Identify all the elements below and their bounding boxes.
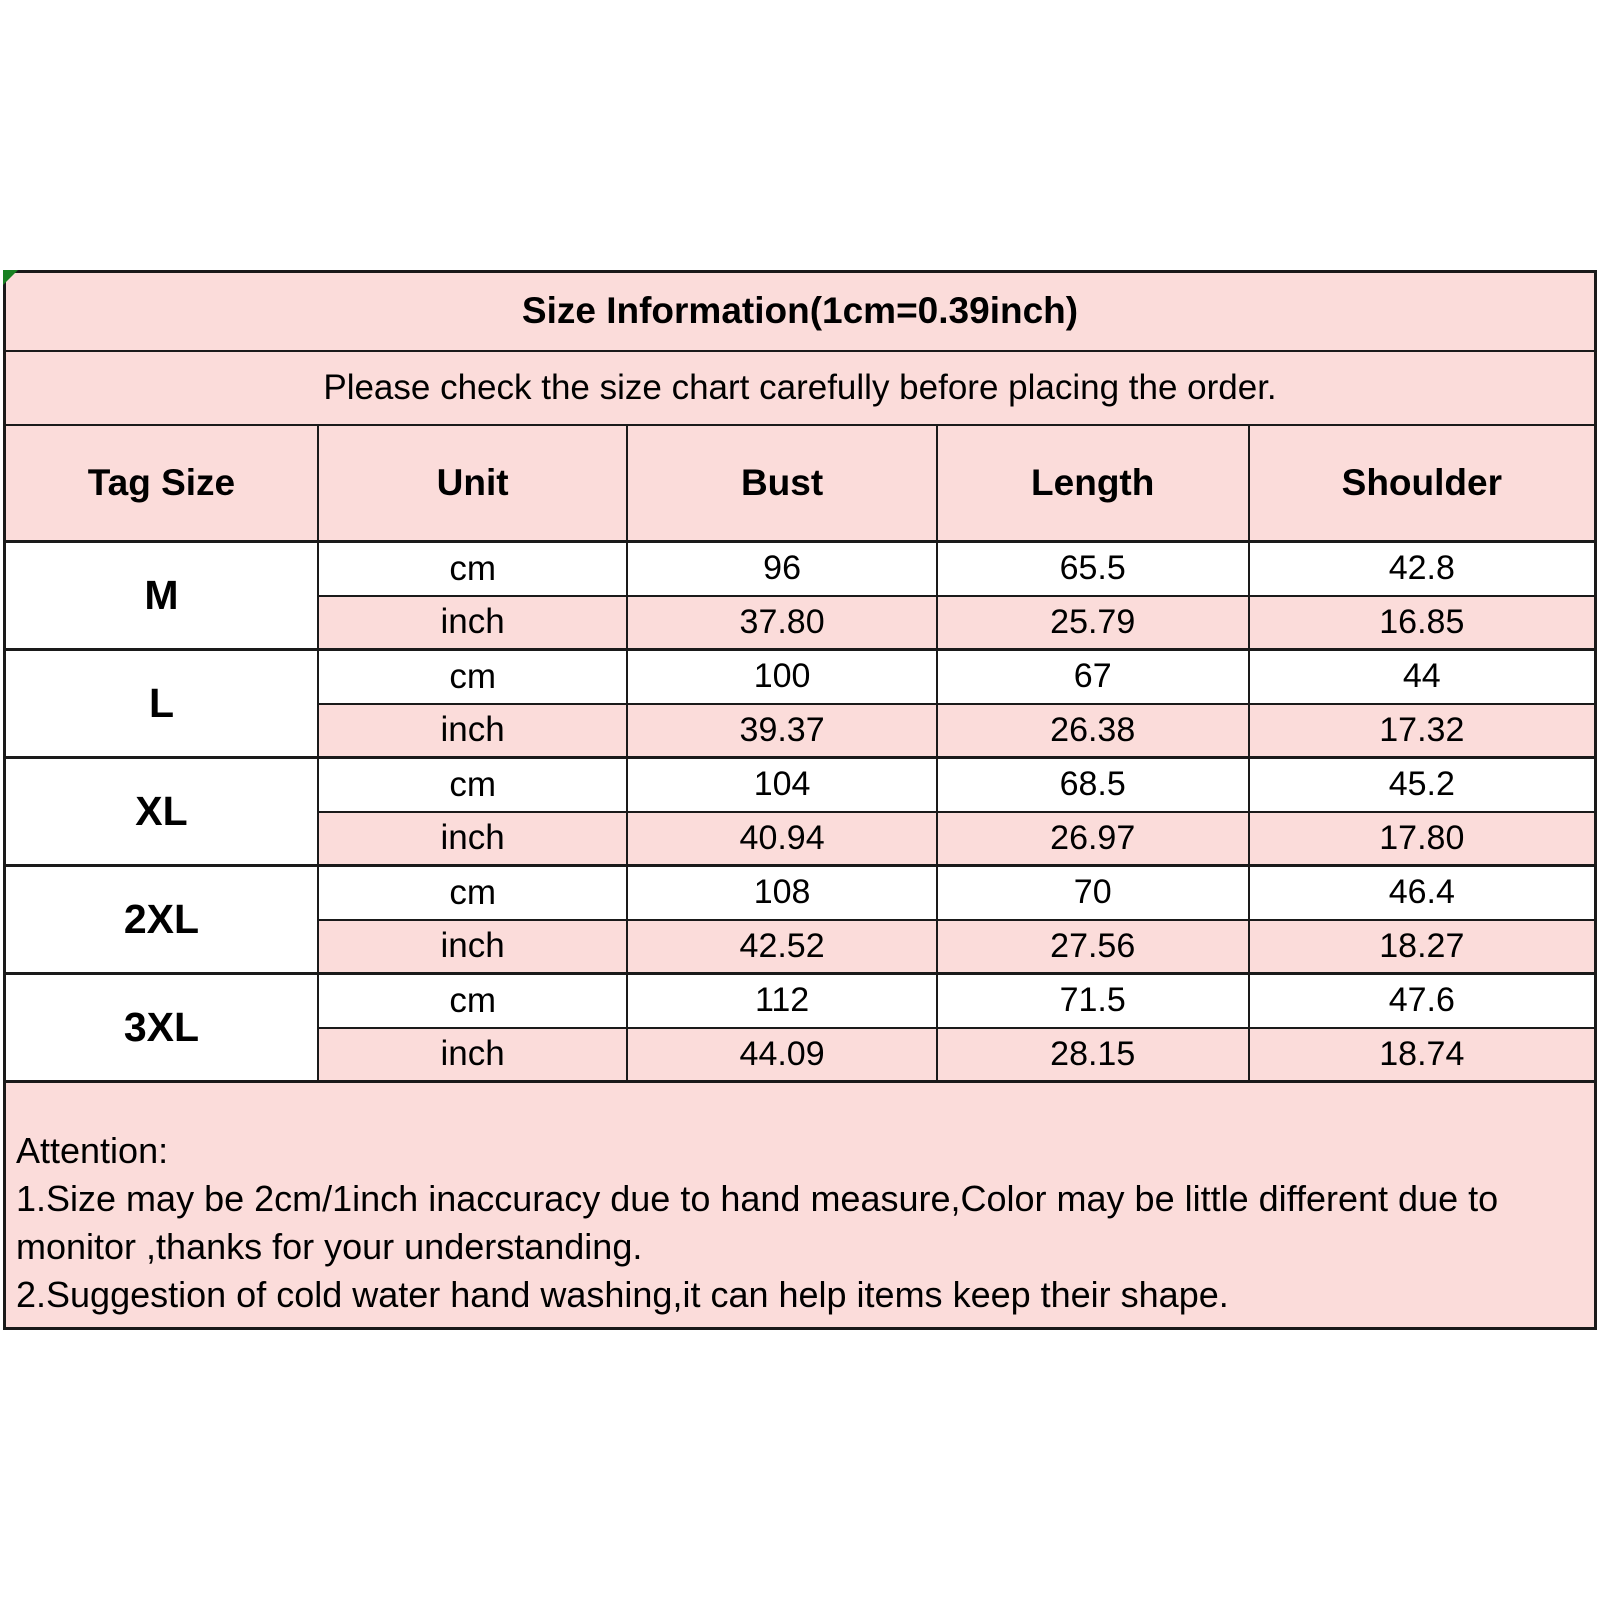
header-row	[5, 425, 1596, 542]
col-header-length: Length	[937, 425, 1249, 542]
attention-note-2: 2.Suggestion of cold water hand washing,it can help items keep their shape.	[16, 1274, 1229, 1315]
title-row	[5, 272, 1596, 351]
length-inch-value: 25.79	[937, 596, 1249, 650]
size-label-m: M	[5, 542, 318, 650]
attention-heading: Attention:	[16, 1130, 169, 1171]
bust-inch-value: 40.94	[627, 812, 936, 866]
attention-row	[5, 1082, 1596, 1329]
shoulder-cm-value: 44	[1249, 650, 1596, 704]
table-row	[5, 650, 1596, 704]
page-title: Size Information(1cm=0.39inch)	[5, 272, 1596, 351]
shoulder-cm-value: 42.8	[1249, 542, 1596, 596]
bust-cm-value: 96	[627, 542, 936, 596]
col-header-unit: Unit	[318, 425, 627, 542]
unit-cell: cm	[318, 650, 627, 704]
unit-cell: cm	[318, 758, 627, 812]
length-cm-value: 71.5	[937, 974, 1249, 1028]
shoulder-cm-value: 45.2	[1249, 758, 1596, 812]
shoulder-inch-value: 16.85	[1249, 596, 1596, 650]
shoulder-inch-value: 18.27	[1249, 920, 1596, 974]
unit-cell: inch	[318, 920, 627, 974]
shoulder-cm-value: 47.6	[1249, 974, 1596, 1028]
unit-cell: inch	[318, 704, 627, 758]
attention-note-1-cont: monitor ,thanks for your understanding.	[16, 1226, 643, 1267]
bust-cm-value: 108	[627, 866, 936, 920]
size-chart	[3, 270, 1597, 1330]
size-label-l: L	[5, 650, 318, 758]
length-cm-value: 68.5	[937, 758, 1249, 812]
bust-inch-value: 39.37	[627, 704, 936, 758]
shoulder-inch-value: 17.80	[1249, 812, 1596, 866]
size-label-3xl: 3XL	[5, 974, 318, 1082]
unit-cell: cm	[318, 974, 627, 1028]
page-subtitle: Please check the size chart carefully before placing the order.	[5, 351, 1596, 425]
table-row	[5, 974, 1596, 1028]
table-row	[5, 866, 1596, 920]
length-cm-value: 67	[937, 650, 1249, 704]
unit-cell: inch	[318, 596, 627, 650]
shoulder-cm-value: 46.4	[1249, 866, 1596, 920]
size-table	[3, 270, 1597, 1330]
subtitle-row	[5, 351, 1596, 425]
size-label-xl: XL	[5, 758, 318, 866]
length-cm-value: 65.5	[937, 542, 1249, 596]
table-row	[5, 542, 1596, 596]
length-inch-value: 26.38	[937, 704, 1249, 758]
attention-block	[5, 1082, 1596, 1329]
length-inch-value: 28.15	[937, 1028, 1249, 1082]
corner-marker-icon	[3, 270, 18, 285]
unit-cell: inch	[318, 812, 627, 866]
length-cm-value: 70	[937, 866, 1249, 920]
bust-inch-value: 42.52	[627, 920, 936, 974]
col-header-shoulder: Shoulder	[1249, 425, 1596, 542]
table-row	[5, 758, 1596, 812]
unit-cell: cm	[318, 542, 627, 596]
attention-note-1: 1.Size may be 2cm/1inch inaccuracy due to hand measure,Color may be little different due to	[16, 1178, 1499, 1219]
bust-cm-value: 112	[627, 974, 936, 1028]
bust-cm-value: 104	[627, 758, 936, 812]
bust-cm-value: 100	[627, 650, 936, 704]
length-inch-value: 27.56	[937, 920, 1249, 974]
unit-cell: cm	[318, 866, 627, 920]
col-header-bust: Bust	[627, 425, 936, 542]
col-header-tag-size: Tag Size	[5, 425, 318, 542]
shoulder-inch-value: 18.74	[1249, 1028, 1596, 1082]
bust-inch-value: 37.80	[627, 596, 936, 650]
shoulder-inch-value: 17.32	[1249, 704, 1596, 758]
bust-inch-value: 44.09	[627, 1028, 936, 1082]
size-label-2xl: 2XL	[5, 866, 318, 974]
length-inch-value: 26.97	[937, 812, 1249, 866]
unit-cell: inch	[318, 1028, 627, 1082]
